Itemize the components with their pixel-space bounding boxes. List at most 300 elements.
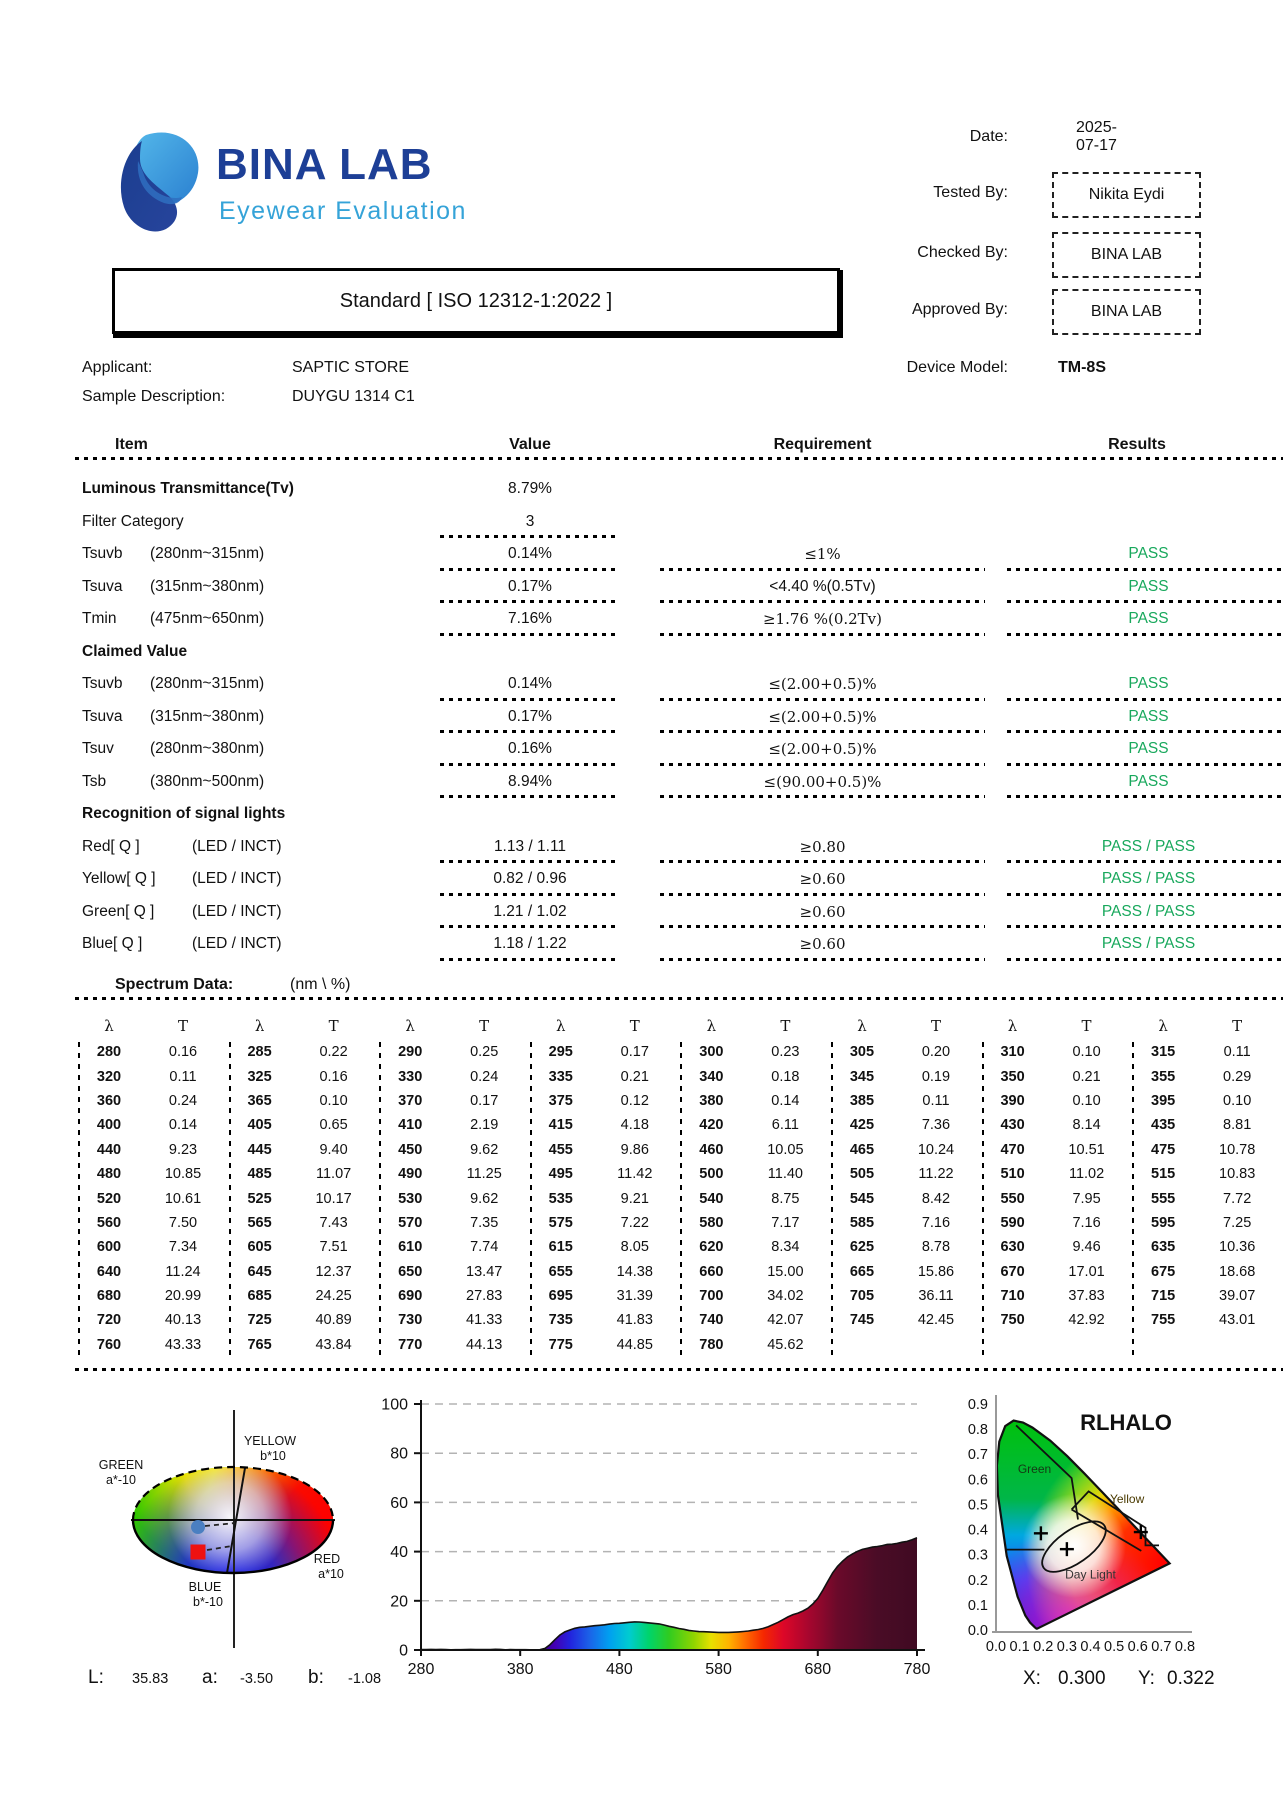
- spectrum-cell-group: [1132, 1235, 1283, 1259]
- result-value: 7.16%: [508, 610, 552, 628]
- transmittance-value: 0.21: [620, 1068, 649, 1085]
- x-tick-label: 380: [506, 1661, 534, 1678]
- wavelength-value: 505: [849, 1166, 875, 1183]
- green-axis-label: GREEN: [98, 1458, 144, 1472]
- wavelength-value: 580: [699, 1214, 724, 1231]
- wavelength-value: 435: [1151, 1117, 1176, 1134]
- transmittance-value: 43.33: [164, 1336, 202, 1353]
- transmittance-value: 31.39: [616, 1288, 653, 1305]
- spectrum-header-group: [229, 1012, 380, 1040]
- spectrum-cell-group: [379, 1308, 530, 1332]
- transmittance-header: T: [1232, 1017, 1243, 1035]
- transmittance-value: 10.83: [1219, 1166, 1256, 1183]
- spectrum-cell-group: [680, 1284, 831, 1308]
- wavelength-value: 710: [1000, 1288, 1025, 1305]
- wavelength-value: 465: [849, 1141, 875, 1158]
- transmittance-value: 41.83: [616, 1312, 653, 1329]
- standard-box: [112, 268, 840, 334]
- blue-axis-sublabel: b*-10: [193, 1595, 223, 1609]
- result-requirement: ≤1%: [804, 545, 841, 564]
- x-tick-label: 680: [804, 1661, 832, 1678]
- wavelength-value: 665: [849, 1263, 875, 1280]
- transmittance-value: 39.07: [1219, 1288, 1256, 1305]
- spectrum-rule-top: [75, 997, 1283, 1000]
- wavelength-value: 635: [1151, 1239, 1176, 1256]
- result-item-range: (LED / INCT): [192, 902, 282, 920]
- wavelength-value: 730: [398, 1312, 423, 1329]
- wavelength-value: 760: [96, 1336, 122, 1353]
- transmittance-value: 36.11: [918, 1288, 954, 1305]
- spectrum-cell-group: [78, 1162, 229, 1186]
- applicant-value: SAPTIC STORE: [292, 359, 410, 376]
- cie-y-tick-label: 0.1: [967, 1597, 988, 1614]
- wavelength-value: 705: [849, 1288, 875, 1305]
- transmittance-value: 0.17: [470, 1092, 499, 1109]
- spectrum-cell-group: [831, 1308, 982, 1332]
- cie-x-tick-label: 0.6: [1127, 1639, 1148, 1655]
- transmittance-value: 9.23: [168, 1141, 198, 1158]
- wavelength-value: 715: [1151, 1288, 1176, 1305]
- lab-a-label: a:: [202, 1667, 218, 1688]
- sample-value: DUYGU 1314 C1: [292, 388, 415, 405]
- wavelength-value: 380: [699, 1092, 724, 1109]
- spectrum-cell-group: [680, 1235, 831, 1259]
- transmittance-value: 9.40: [319, 1141, 348, 1158]
- transmittance-value: 0.10: [319, 1092, 348, 1109]
- result-row: [82, 896, 1283, 929]
- result-status: PASS: [1128, 545, 1169, 563]
- spectrum-cell-group: [982, 1333, 1133, 1357]
- lab-ellipse-chart: [75, 1395, 385, 1655]
- wavelength-value: 390: [1000, 1092, 1025, 1109]
- wavelength-value: 475: [1151, 1141, 1176, 1158]
- result-item-name: Blue[ Q ]: [82, 935, 143, 953]
- lab-b-label: b:: [308, 1667, 324, 1688]
- transmittance-value: 8.78: [921, 1239, 951, 1256]
- col-header-item: Item: [115, 436, 148, 453]
- transmittance-value: 24.25: [315, 1288, 352, 1305]
- transmittance-value: 9.86: [620, 1141, 649, 1158]
- wavelength-value: 395: [1151, 1092, 1176, 1109]
- transmittance-value: 0.25: [470, 1044, 499, 1061]
- result-status: PASS: [1128, 707, 1169, 725]
- wavelength-value: 445: [247, 1141, 272, 1158]
- cie-x-label: X:: [1023, 1668, 1041, 1689]
- cie-x-tick-label: 0.0: [985, 1639, 1007, 1655]
- spectrum-header-group: [1132, 1012, 1283, 1040]
- cie-y-label: Y:: [1138, 1668, 1155, 1689]
- transmittance-value: 0.12: [620, 1092, 649, 1109]
- transmittance-value: 15.00: [767, 1263, 804, 1280]
- transmittance-value: 7.16: [921, 1214, 951, 1231]
- spectrum-cell-group: [229, 1113, 380, 1137]
- x-tick-label: 280: [407, 1661, 435, 1678]
- result-value: 0.17%: [508, 707, 552, 725]
- wavelength-value: 410: [398, 1117, 423, 1134]
- result-item-range: (280nm~380nm): [150, 740, 265, 758]
- wavelength-value: 535: [548, 1190, 573, 1207]
- device-model-value: TM-8S: [1058, 359, 1106, 376]
- transmittance-value: 0.11: [1223, 1044, 1251, 1061]
- wavelength-value: 330: [398, 1068, 423, 1085]
- y-tick-label: 60: [390, 1494, 408, 1512]
- transmittance-value: 7.22: [620, 1214, 649, 1231]
- spectrum-rule-bottom: [75, 1368, 1283, 1371]
- result-value: 0.14%: [508, 545, 552, 563]
- header-field-label: Date:: [969, 128, 1008, 145]
- transmittance-value: 44.13: [466, 1336, 503, 1353]
- spectrum-cell-group: [78, 1333, 229, 1357]
- spectrum-cell-group: [530, 1040, 681, 1064]
- transmittance-value: 8.75: [771, 1190, 800, 1207]
- wavelength-value: 305: [849, 1044, 875, 1061]
- transmittance-value: 0.10: [1072, 1044, 1101, 1061]
- spectrum-cell-group: [229, 1308, 380, 1332]
- transmittance-value: 0.16: [168, 1044, 198, 1061]
- transmittance-value: 8.42: [921, 1190, 951, 1207]
- cie-x-tick-label: 0.3: [1056, 1639, 1077, 1655]
- result-row: [82, 831, 1283, 864]
- spectrum-cell-group: [982, 1162, 1133, 1186]
- transmittance-value: 34.02: [767, 1288, 804, 1305]
- wavelength-value: 745: [849, 1312, 875, 1329]
- wavelength-value: 670: [1000, 1263, 1025, 1280]
- transmittance-value: 0.17: [620, 1044, 649, 1061]
- wavelength-value: 650: [398, 1263, 423, 1280]
- transmittance-value: 8.81: [1223, 1117, 1252, 1134]
- wavelength-value: 640: [96, 1263, 122, 1280]
- spectrum-cell-group: [982, 1138, 1133, 1162]
- transmittance-value: 45.62: [767, 1336, 804, 1353]
- spectrum-cell-group: [831, 1211, 982, 1235]
- result-value: 1.13 / 1.11: [493, 837, 567, 855]
- transmittance-value: 0.24: [168, 1092, 198, 1109]
- wavelength-value: 350: [1000, 1068, 1025, 1085]
- wavelength-value: 660: [699, 1263, 724, 1280]
- transmittance-value: 7.95: [1072, 1190, 1101, 1207]
- result-item-name: Claimed Value: [82, 642, 188, 660]
- wavelength-value: 610: [398, 1239, 423, 1256]
- lambda-header: λ: [706, 1017, 717, 1035]
- result-row: [82, 766, 1283, 799]
- x-tick-label: 780: [903, 1661, 931, 1678]
- transmittance-value: 7.25: [1223, 1214, 1252, 1231]
- spectrum-cell-group: [229, 1162, 380, 1186]
- wavelength-value: 685: [247, 1288, 272, 1305]
- spectrum-cell-group: [229, 1138, 380, 1162]
- spectrum-cell-group: [379, 1089, 530, 1113]
- spectrum-cell-group: [229, 1089, 380, 1113]
- result-value: 8.94%: [508, 772, 552, 790]
- wavelength-value: 700: [699, 1288, 724, 1305]
- cie-y-tick-label: 0.9: [967, 1397, 988, 1414]
- spectrum-cell-group: [831, 1138, 982, 1162]
- wavelength-value: 480: [96, 1166, 122, 1183]
- transmittance-value: 10.85: [164, 1166, 202, 1183]
- spectrum-cell-group: [1132, 1260, 1283, 1284]
- transmittance-value: 13.47: [466, 1263, 503, 1280]
- yellow-region-label: Yellow: [1109, 1492, 1145, 1507]
- wavelength-value: 340: [699, 1068, 724, 1085]
- device-model-label: Device Model:: [906, 359, 1008, 376]
- red-axis-label: RED: [313, 1552, 341, 1566]
- wavelength-value: 755: [1151, 1312, 1176, 1329]
- result-item-name: Tsb: [82, 772, 107, 790]
- wavelength-value: 515: [1151, 1166, 1176, 1183]
- transmittance-value: 7.34: [168, 1239, 198, 1256]
- spectrum-cell-group: [831, 1089, 982, 1113]
- spectrum-cell-group: [831, 1186, 982, 1210]
- result-item-name: Yellow[ Q ]: [82, 870, 156, 888]
- spectrum-cell-group: [379, 1162, 530, 1186]
- spectrum-cell-group: [680, 1308, 831, 1332]
- wavelength-value: 360: [96, 1092, 122, 1109]
- transmittance-value: 0.22: [319, 1044, 348, 1061]
- lambda-header: λ: [254, 1017, 265, 1035]
- result-requirement: <4.40 %(0.5Tv): [769, 577, 876, 595]
- lambda-header: λ: [1158, 1017, 1168, 1035]
- lambda-header: λ: [405, 1017, 415, 1035]
- wavelength-value: 400: [96, 1117, 122, 1134]
- spectrum-cell-group: [530, 1138, 681, 1162]
- requirement-dotted-rule: [660, 958, 985, 961]
- logo-subtitle: Eyewear Evaluation: [219, 197, 467, 225]
- spectrum-cell-group: [1132, 1162, 1283, 1186]
- lab-L-value: 35.83: [132, 1671, 169, 1687]
- spectrum-cell-group: [379, 1284, 530, 1308]
- transmittance-value: 7.16: [1072, 1214, 1101, 1231]
- result-item-range: (380nm~500nm): [150, 772, 265, 790]
- wavelength-value: 520: [96, 1190, 122, 1207]
- spectrum-cell-group: [229, 1333, 380, 1357]
- cie-y-tick-label: 0.7: [967, 1447, 988, 1464]
- spectrum-header-row: [78, 1012, 1283, 1040]
- transmittance-value: 0.14: [168, 1117, 198, 1134]
- spectrum-cell-group: [680, 1064, 831, 1088]
- transmittance-area: [421, 1538, 917, 1650]
- transmittance-value: 0.65: [319, 1117, 348, 1134]
- transmittance-value: 2.19: [470, 1117, 499, 1134]
- transmittance-value: 9.62: [470, 1141, 499, 1158]
- spectrum-cell-group: [982, 1211, 1133, 1235]
- yellow-axis-sublabel: b*10: [260, 1449, 286, 1463]
- wavelength-value: 490: [398, 1166, 423, 1183]
- result-row: [82, 473, 1283, 506]
- result-item-name: Luminous Transmittance(Tv): [82, 480, 294, 498]
- spectrum-column-separator: [1132, 1042, 1134, 1358]
- wavelength-value: 455: [548, 1141, 573, 1158]
- transmittance-value: 9.46: [1072, 1239, 1101, 1256]
- result-status: PASS / PASS: [1101, 870, 1196, 888]
- transmittance-value: 0.29: [1223, 1068, 1252, 1085]
- spectrum-cell-group: [229, 1235, 380, 1259]
- result-row: [82, 668, 1283, 701]
- result-item-range: (475nm~650nm): [150, 610, 265, 628]
- result-requirement: ≥1.76 %(0.2Tv): [762, 610, 883, 629]
- transmittance-value: 7.36: [921, 1117, 951, 1134]
- spectrum-cell-group: [982, 1064, 1133, 1088]
- result-item-range: (LED / INCT): [192, 870, 282, 888]
- header-field-label: Approved By:: [911, 301, 1008, 318]
- spectrum-cell-group: [680, 1040, 831, 1064]
- wavelength-value: 385: [849, 1092, 875, 1109]
- header-field-box: [1052, 289, 1201, 335]
- cie-x-tick-label: 0.2: [1033, 1639, 1054, 1655]
- transmittance-value: 17.01: [1068, 1263, 1105, 1280]
- transmittance-value: 11.42: [617, 1166, 653, 1183]
- result-value: 0.17%: [508, 577, 552, 595]
- wavelength-value: 365: [247, 1092, 272, 1109]
- transmittance-value: 11.40: [767, 1166, 803, 1183]
- result-row: [82, 636, 1283, 669]
- result-value: 0.82 / 0.96: [493, 870, 567, 888]
- wavelength-value: 735: [548, 1312, 573, 1329]
- transmittance-value: 42.07: [767, 1312, 804, 1329]
- green-axis-sublabel: a*-10: [106, 1473, 136, 1487]
- cie-x-tick-label: 0.4: [1080, 1639, 1101, 1655]
- transmittance-header: T: [1081, 1017, 1092, 1035]
- transmittance-value: 40.13: [164, 1312, 202, 1329]
- result-requirement: ≥0.60: [799, 870, 846, 889]
- cie-y-tick-label: 0.0: [967, 1623, 988, 1639]
- sample-label: Sample Description:: [82, 388, 226, 405]
- transmittance-value: 0.24: [470, 1068, 499, 1085]
- transmittance-value: 40.89: [315, 1312, 352, 1329]
- spectrum-cell-group: [78, 1138, 229, 1162]
- transmittance-value: 9.62: [470, 1190, 499, 1207]
- spectrum-cell-group: [982, 1308, 1133, 1332]
- transmittance-value: 15.86: [917, 1263, 955, 1280]
- transmittance-value: 7.74: [470, 1239, 499, 1256]
- transmittance-value: 0.20: [921, 1044, 951, 1061]
- result-status: PASS: [1128, 675, 1169, 693]
- spectrum-cell-group: [1132, 1186, 1283, 1210]
- spectrum-cell-group: [78, 1260, 229, 1284]
- wavelength-value: 430: [1000, 1117, 1025, 1134]
- spectrum-cell-group: [530, 1284, 681, 1308]
- wavelength-value: 675: [1151, 1263, 1176, 1280]
- transmittance-value: 7.51: [319, 1239, 348, 1256]
- spectrum-cell-group: [1132, 1333, 1283, 1357]
- transmittance-value: 7.72: [1223, 1190, 1252, 1207]
- spectrum-cell-group: [379, 1235, 530, 1259]
- spectrum-cell-group: [229, 1064, 380, 1088]
- wavelength-value: 585: [849, 1214, 875, 1231]
- result-requirement: ≤(2.00+0.5)%: [768, 707, 877, 726]
- wavelength-value: 300: [699, 1044, 724, 1061]
- spectrum-cell-group: [1132, 1308, 1283, 1332]
- wavelength-value: 500: [699, 1166, 724, 1183]
- wavelength-value: 495: [548, 1166, 573, 1183]
- result-item-range: (315nm~380nm): [150, 577, 265, 595]
- standard-text: Standard [ ISO 12312-1:2022 ]: [339, 289, 613, 312]
- cie-y-tick-label: 0.2: [967, 1572, 988, 1589]
- spectrum-column-separator: [530, 1042, 532, 1358]
- result-item-range: (280nm~315nm): [150, 675, 265, 693]
- col-header-value: Value: [509, 436, 551, 453]
- spectrum-cell-group: [831, 1162, 982, 1186]
- spectrum-cell-group: [78, 1211, 229, 1235]
- spectrum-cell-group: [982, 1186, 1133, 1210]
- spectrum-cell-group: [831, 1113, 982, 1137]
- result-item-name: Tsuv: [82, 740, 114, 758]
- result-row: [82, 571, 1283, 604]
- result-requirement: ≤(2.00+0.5)%: [768, 740, 877, 759]
- header-field-box: [1052, 232, 1201, 278]
- wavelength-value: 615: [548, 1239, 573, 1256]
- results-dotted-rule: [1007, 958, 1284, 961]
- spectrum-header-group: [78, 1012, 229, 1040]
- result-row: [82, 603, 1283, 636]
- transmittance-header: T: [328, 1017, 339, 1035]
- transmittance-value: 10.24: [917, 1141, 955, 1158]
- transmittance-value: 0.11: [922, 1092, 950, 1109]
- wavelength-value: 290: [398, 1044, 423, 1061]
- spectrum-cell-group: [831, 1333, 982, 1357]
- spectrum-header-group: [680, 1012, 831, 1040]
- spectrum-cell-group: [831, 1235, 982, 1259]
- logo-title: BINA LAB: [216, 140, 433, 189]
- wavelength-value: 575: [548, 1214, 573, 1231]
- wavelength-value: 605: [247, 1239, 272, 1256]
- result-row: [82, 701, 1283, 734]
- cie-y-tick-label: 0.8: [967, 1422, 988, 1439]
- col-header-results: Results: [1108, 436, 1166, 453]
- spectrum-cell-group: [78, 1235, 229, 1259]
- wavelength-value: 355: [1151, 1068, 1176, 1085]
- spectrum-cell-group: [379, 1333, 530, 1357]
- transmittance-value: 42.92: [1068, 1312, 1105, 1329]
- result-value: 1.21 / 1.02: [493, 902, 567, 920]
- result-requirement: ≥0.60: [799, 902, 846, 921]
- transmittance-value: 0.14: [771, 1092, 800, 1109]
- wavelength-value: 590: [1000, 1214, 1025, 1231]
- cie-y-value: 0.322: [1167, 1668, 1215, 1689]
- result-requirement: ≤(90.00+0.5)%: [763, 772, 882, 791]
- cie-y-tick-label: 0.6: [967, 1472, 988, 1489]
- transmittance-value: 0.10: [1223, 1092, 1252, 1109]
- spectrum-header-group: [831, 1012, 982, 1040]
- applicant-label: Applicant:: [82, 359, 153, 376]
- result-item-range: (LED / INCT): [192, 935, 282, 953]
- spectrum-cell-group: [982, 1113, 1133, 1137]
- daylight-region-label: Day Light: [1065, 1567, 1116, 1582]
- wavelength-value: 345: [849, 1068, 875, 1085]
- y-tick-label: 20: [390, 1593, 408, 1611]
- spectrum-cell-group: [982, 1040, 1133, 1064]
- lambda-header: λ: [1007, 1017, 1018, 1035]
- wavelength-value: 765: [247, 1336, 272, 1353]
- wavelength-value: 280: [96, 1044, 122, 1061]
- transmittance-value: 11.24: [165, 1263, 201, 1280]
- transmittance-value: 10.36: [1219, 1239, 1256, 1256]
- wavelength-value: 655: [548, 1263, 573, 1280]
- spectrum-cell-group: [982, 1235, 1133, 1259]
- transmittance-value: 7.50: [168, 1214, 198, 1231]
- spectrum-cell-group: [379, 1040, 530, 1064]
- transmittance-value: 20.99: [164, 1288, 202, 1305]
- result-value: 8.79%: [508, 480, 552, 498]
- result-value: 0.16%: [508, 740, 552, 758]
- spectrum-column-separator: [229, 1042, 231, 1358]
- spectrum-cell-group: [379, 1260, 530, 1284]
- wavelength-value: 690: [398, 1288, 423, 1305]
- result-requirement: ≤(2.00+0.5)%: [768, 675, 877, 694]
- spectrum-column-separator: [78, 1042, 80, 1358]
- wavelength-value: 415: [548, 1117, 573, 1134]
- value-dotted-rule: [440, 958, 620, 961]
- transmittance-value: 37.83: [1068, 1288, 1105, 1305]
